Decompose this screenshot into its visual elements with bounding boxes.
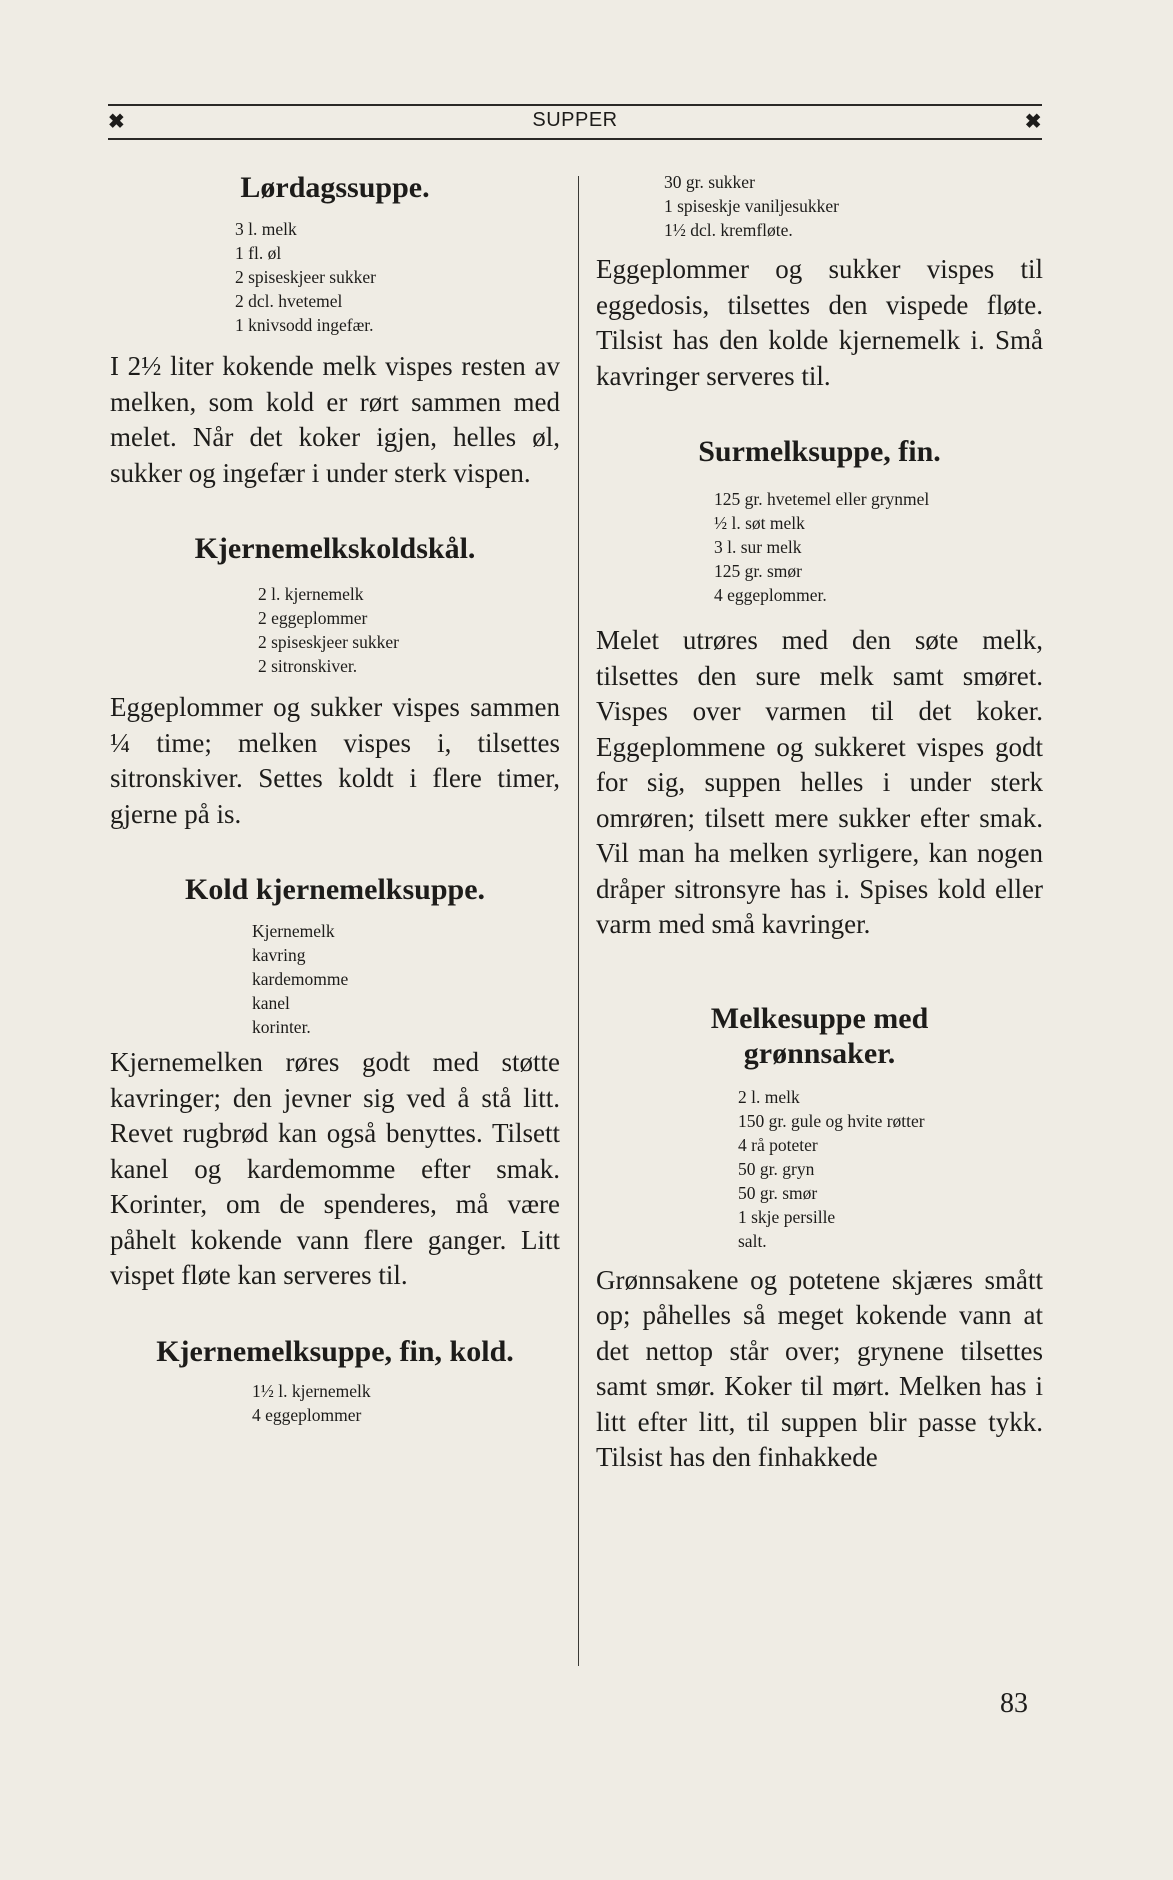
- ingredient: 3 l. melk: [235, 219, 297, 239]
- header-rule-bottom: [108, 138, 1042, 140]
- left-column: [110, 170, 560, 1427]
- header-rule-top: [108, 104, 1042, 106]
- recipe-instructions: Eggeplommer og sukker vispes til eggedosis, tilsettes den vispede fløte. Tilsist has den kolde kjernemelk i. Små kavringer serveres til.: [596, 254, 1043, 391]
- ingredient: 4 eggeplommer: [252, 1404, 362, 1425]
- ornament-left-icon: ✖: [108, 111, 126, 133]
- ingredient-list: [738, 1085, 1043, 1253]
- ingredient-list: [252, 919, 560, 1039]
- ingredient: 125 gr. hvetemel eller grynmel: [714, 489, 930, 509]
- recipe-title: Kjernemelksuppe, fin, kold.: [156, 1334, 514, 1368]
- page-number: 83: [1000, 1688, 1028, 1719]
- ingredient-list: [714, 487, 1043, 607]
- ornament-right-icon: ✖: [1024, 111, 1042, 133]
- ingredient: 3 l. sur melk: [714, 537, 802, 557]
- ingredient-list: [235, 217, 560, 337]
- ingredient: kardemomme: [252, 969, 349, 989]
- running-header: [108, 109, 1042, 135]
- ingredient-list: [252, 1379, 560, 1427]
- right-column: [596, 170, 1043, 1476]
- ingredient: korinter.: [252, 1017, 311, 1037]
- ingredient: salt.: [738, 1230, 767, 1251]
- ingredient: 4 rå poteter: [738, 1134, 818, 1155]
- ingredient: kanel: [252, 993, 290, 1013]
- ingredient: 2 dcl. hvetemel: [235, 291, 343, 311]
- recipe-title: Lørdagssuppe.: [240, 171, 430, 204]
- recipe-instructions: Kjernemelken røres godt med støtte kavringer; den jevner sig ved å stå litt. Revet rugbrød kan også benyttes. Tilsett kanel og kardemomme efter smak. Korinter, om de spenderes, må være påhelt kokende vann flere ganger. Litt vispet fløte kan serveres til.: [110, 1047, 560, 1290]
- ingredient: 50 gr. smør: [738, 1182, 818, 1203]
- ingredient: 2 sitronskiver.: [258, 656, 358, 676]
- ingredient: 2 l. kjernemelk: [258, 584, 364, 604]
- recipe-instructions: Eggeplommer og sukker vispes sammen ¼ time; melken vispes i, tilsettes sitronskiver. Settes koldt i flere timer, gjerne på is.: [110, 692, 560, 829]
- ingredient: 50 gr. gryn: [738, 1158, 815, 1179]
- recipe-title: Kold kjernemelksuppe.: [184, 873, 486, 906]
- ingredient: 150 gr. gule og hvite røtter: [738, 1110, 925, 1131]
- ingredient: 1 spiseskje vaniljesukker: [664, 196, 839, 216]
- recipe-instructions: Grønnsakene og potetene skjæres smått op; påhelles så meget kokende vann at det nettop står over; grynene tilsettes samt smør. Koker til mørt. Melken has i litt efter litt, til suppen blir passe tykk. Tilsist has den finhakkede: [596, 1264, 1043, 1472]
- ingredient: ½ l. søt melk: [714, 513, 805, 533]
- ingredient: 1½ dcl. kremfløte.: [664, 220, 793, 240]
- section-title: SUPPER: [532, 109, 618, 131]
- recipe-instructions: Melet utrøres med den søte melk, tilsettes den sure melk samt smøret. Vispes over varmen til det koker. Eggeplommene og sukkeret vispes godt for sig, suppen helles i under sterk omrøren; tilsett mere sukker efter smak. Vil man ha melken syrligere, kan nogen dråper sitronsyre has i. Spises kold eller varm med små kavringer.: [596, 625, 1043, 939]
- recipe-title: Kjernemelkskoldskål.: [194, 532, 476, 565]
- recipe-title: Melkesuppe med grønnsaker.: [710, 1001, 929, 1070]
- recipe-instructions: I 2½ liter kokende melk vispes resten av melken, som kold er rørt sammen med melet. Når det koker igjen, helles øl, sukker og ingefær i under sterk vispen.: [110, 351, 560, 488]
- ingredient-list: [664, 170, 1043, 242]
- ingredient: 1 skje persille: [738, 1206, 836, 1227]
- ingredient: 1½ l. kjernemelk: [252, 1380, 371, 1401]
- ingredient: 2 spiseskjeer sukker: [258, 632, 399, 652]
- ingredient: 1 fl. øl: [235, 243, 282, 263]
- ingredient: Kjernemelk: [252, 921, 335, 941]
- ingredient: kavring: [252, 945, 306, 965]
- ingredient: 2 l. melk: [738, 1086, 800, 1107]
- ingredient: 2 eggeplommer: [258, 608, 368, 628]
- ingredient: 2 spiseskjeer sukker: [235, 267, 376, 287]
- ingredient: 4 eggeplommer.: [714, 585, 827, 605]
- recipe-title: Surmelksuppe, fin.: [698, 435, 941, 468]
- column-divider: [578, 176, 579, 1666]
- ingredient: 30 gr. sukker: [664, 172, 755, 192]
- ingredient-list: [258, 582, 560, 678]
- ingredient: 125 gr. smør: [714, 561, 802, 581]
- ingredient: 1 knivsodd ingefær.: [235, 315, 374, 335]
